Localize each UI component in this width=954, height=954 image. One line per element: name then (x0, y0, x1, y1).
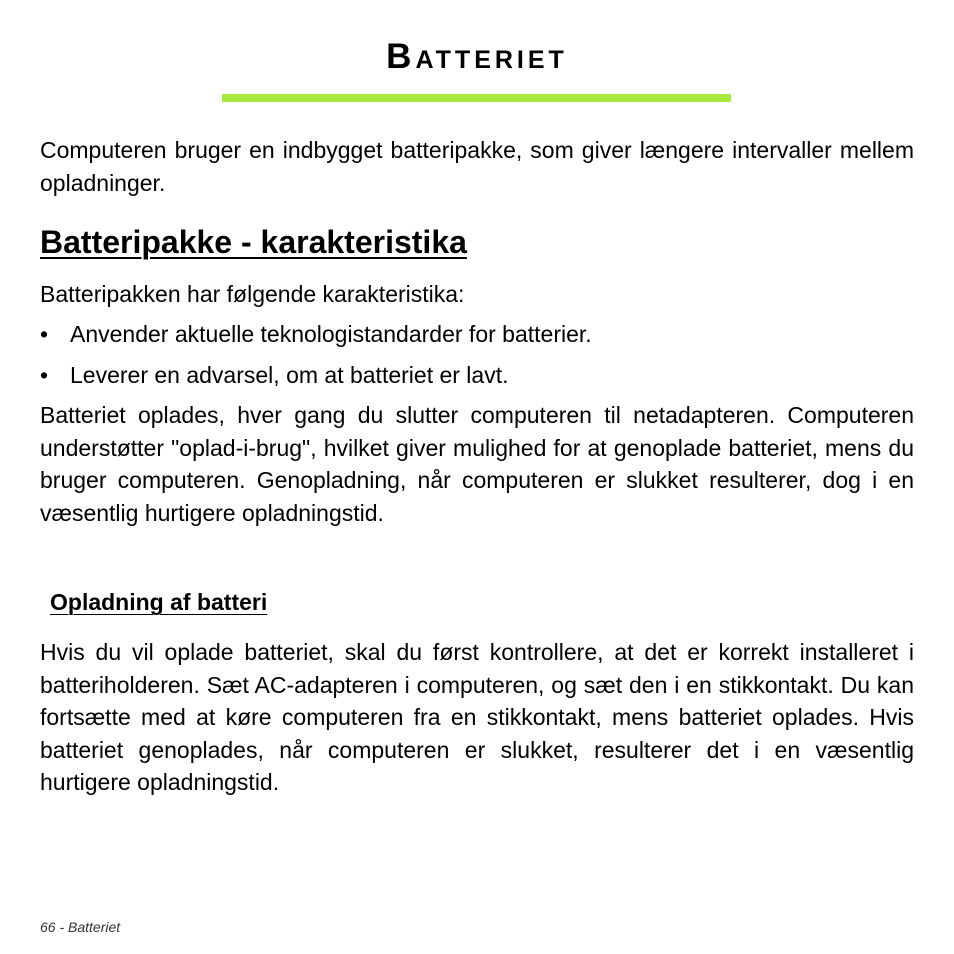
title-underline-bar (222, 94, 731, 102)
list-item-text: Leverer en advarsel, om at batteriet er lavt. (70, 361, 509, 388)
page-title: Batteriet (386, 37, 568, 76)
bullet-icon: • (40, 321, 49, 347)
bullet-icon: • (40, 361, 49, 388)
subsection-heading: Opladning af batteri (50, 589, 268, 615)
subsection-body-paragraph: Hvis du vil oplade batteriet, skal du først kontrollere, at det er korrekt installeret i batteriholderen. Sæt AC-adapteren i computeren, og sæt den i en stikkontakt. Du kan fortsætte med at køre computeren fra en stikkontakt, mens batteriet oplades. Hvis batteriet genoplades, når computeren er slukket, resulterer det i en væsentlig hurtigere opladningstid. (40, 639, 914, 795)
list-item (40, 359, 914, 400)
feature-list (40, 318, 914, 399)
page-footer: 66 - Batteriet (40, 919, 121, 935)
list-item (40, 318, 914, 359)
list-item-text: Anvender aktuelle teknologistandarder for batterier. (70, 321, 592, 347)
section-heading: Batteripakke - karakteristika (40, 224, 467, 260)
section-lead: Batteripakken har følgende karakteristika: (40, 281, 465, 307)
intro-paragraph: Computeren bruger en indbygget batteripakke, som giver længere intervaller mellem opladninger. (40, 137, 914, 196)
section-body-paragraph: Batteriet oplades, hver gang du slutter computeren til netadapteren. Computeren understøtter "oplad-i-brug", hvilket giver mulighed for at genoplade batteriet, mens du bruger computeren. Genopladning, når computeren er slukket resulterer, dog i en væsentlig hurtigere opladningstid. (40, 402, 914, 526)
